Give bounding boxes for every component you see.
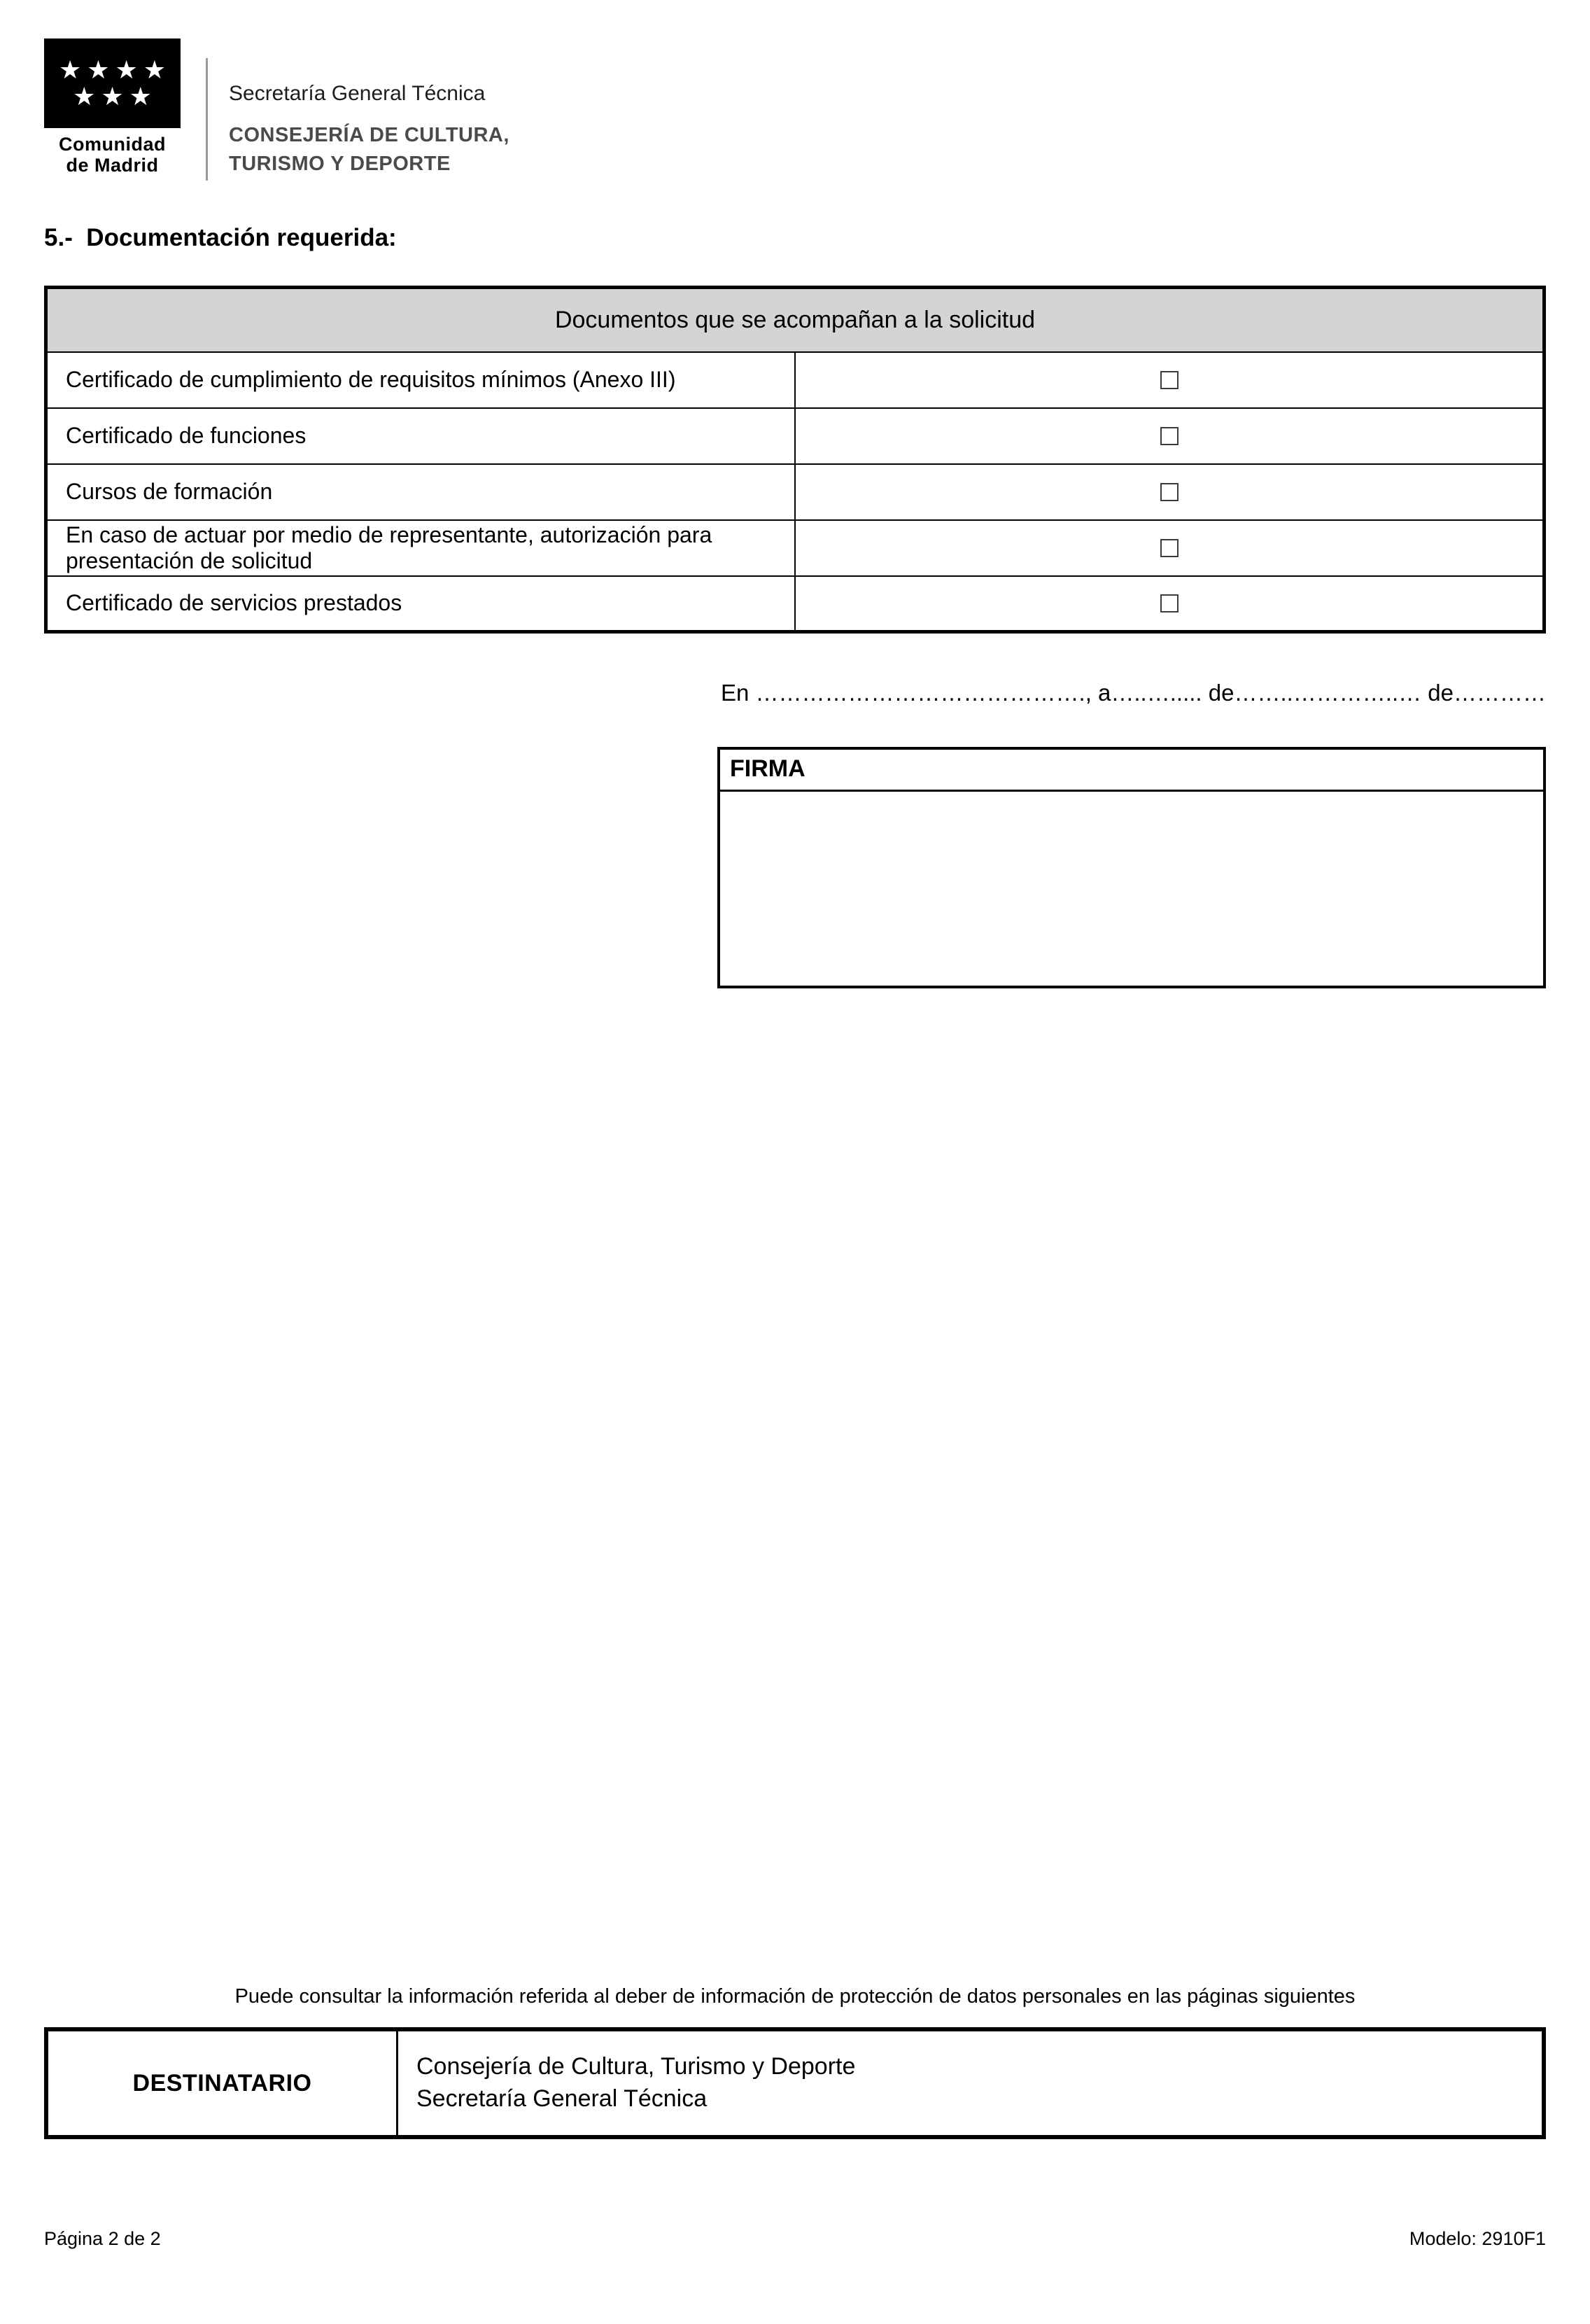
logo-caption-line-2: de Madrid xyxy=(66,155,159,176)
table-row xyxy=(46,352,1545,408)
privacy-note: Puede consultar la información referida al deber de información de protección de datos personales en las páginas siguientes xyxy=(234,1985,1356,2008)
signature-box-title: FIRMA xyxy=(720,750,1543,792)
org-consejeria-line-2: TURISMO Y DEPORTE xyxy=(229,152,451,175)
documents-table-header: Documentos que se acompañan a la solicitud xyxy=(46,288,1545,352)
documents-table xyxy=(44,286,1546,634)
documents-table-wrapper xyxy=(44,286,1546,634)
checkbox-representante[interactable] xyxy=(1160,539,1179,557)
comunidad-madrid-logo xyxy=(44,38,181,176)
doc-check-cell xyxy=(795,464,1545,520)
doc-label-funciones: Certificado de funciones xyxy=(46,408,796,464)
page-number: Página 2 de 2 xyxy=(44,2228,161,2249)
doc-label-anexo-iii: Certificado de cumplimiento de requisitos mínimos (Anexo III) xyxy=(46,352,796,408)
table-row xyxy=(46,520,1545,576)
model-number: Modelo: 2910F1 xyxy=(1409,2228,1546,2249)
doc-label-representante: En caso de actuar por medio de representante, autorización para presentación de solicitud xyxy=(46,520,796,576)
signature-box[interactable] xyxy=(717,747,1546,988)
checkbox-anexo-iii[interactable] xyxy=(1160,371,1179,389)
checkbox-funciones[interactable] xyxy=(1160,427,1179,445)
madrid-flag-icon xyxy=(44,38,181,128)
table-row xyxy=(46,464,1545,520)
table-row xyxy=(46,576,1545,632)
doc-check-cell xyxy=(795,408,1545,464)
destinatario-value-line-1: Consejería de Cultura, Turismo y Deporte xyxy=(416,2053,856,2080)
page-header xyxy=(0,0,1590,181)
destinatario-value xyxy=(398,2031,1542,2135)
section-title: 5.- Documentación requerida: xyxy=(44,224,397,251)
doc-check-cell xyxy=(795,520,1545,576)
checkbox-servicios[interactable] xyxy=(1160,594,1179,612)
logo-caption-line-1: Comunidad xyxy=(59,134,166,155)
flag-stars-row-1: ★★★★ xyxy=(58,55,172,85)
org-identification xyxy=(229,38,509,178)
logo-caption xyxy=(44,134,181,176)
doc-check-cell xyxy=(795,352,1545,408)
checkbox-cursos[interactable] xyxy=(1160,483,1179,501)
doc-label-cursos: Cursos de formación xyxy=(46,464,796,520)
destinatario-label: DESTINATARIO xyxy=(48,2031,398,2135)
documents-table-header-row xyxy=(46,288,1545,352)
table-row xyxy=(46,408,1545,464)
doc-check-cell xyxy=(795,576,1545,632)
flag-stars-row-2: ★★★ xyxy=(73,82,157,111)
destinatario-table xyxy=(44,2027,1546,2139)
org-consejeria-line-1: CONSEJERÍA DE CULTURA, xyxy=(229,124,509,146)
header-divider xyxy=(206,58,208,181)
org-secretaria: Secretaría General Técnica xyxy=(229,82,486,105)
doc-label-servicios: Certificado de servicios prestados xyxy=(46,576,796,632)
date-fill-in-line: En ……………………………………., a…..…..... de……..…………..… de………… xyxy=(721,680,1546,706)
destinatario-value-line-2: Secretaría General Técnica xyxy=(416,2085,708,2112)
